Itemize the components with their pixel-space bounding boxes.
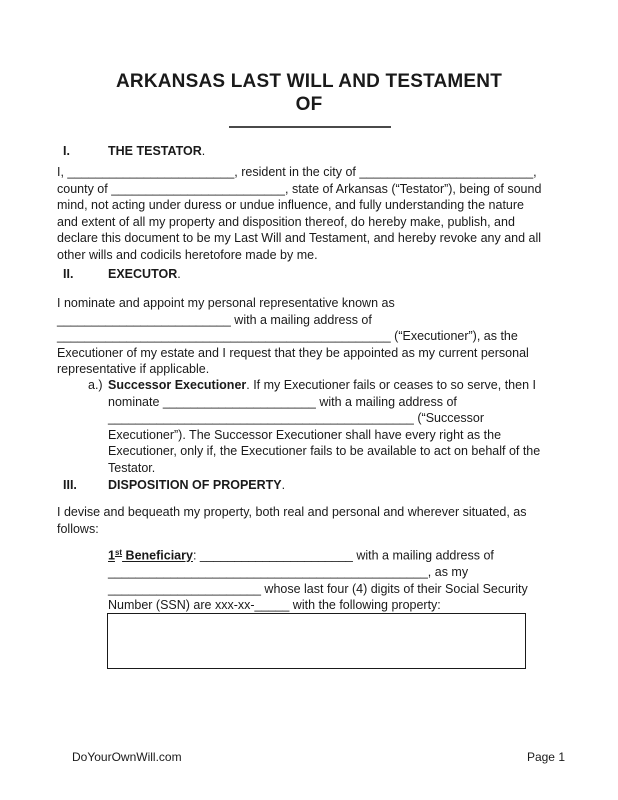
text-segment: THE TESTATOR	[108, 144, 202, 158]
text-segment: Testator.	[108, 460, 156, 475]
text-segment: Successor Executioner	[108, 378, 247, 392]
text-segment: county of	[57, 181, 112, 196]
footer-page-number: Page 1	[526, 750, 565, 764]
blank-field: _________________________	[57, 312, 231, 327]
text-segment: (“Executioner”), as the	[390, 329, 518, 344]
text-line	[57, 443, 573, 460]
section-heading-text	[108, 266, 181, 283]
blank-field: ______________________	[108, 581, 261, 596]
text-segment: Executioner”). The Successor Executioner shall have every right as the	[108, 427, 502, 442]
blank-field: ______________________________________________	[108, 565, 428, 580]
document-title-of: OF	[295, 94, 323, 115]
document-title: ARKANSAS LAST WILL AND TESTAMENT	[115, 71, 503, 92]
text-segment: .	[177, 267, 181, 281]
para-successor	[57, 377, 573, 477]
text-segment: I nominate and appoint my personal representative known as	[57, 296, 395, 310]
blank-field: ____________________________________________	[108, 411, 414, 426]
text-line	[57, 328, 573, 345]
text-line	[57, 545, 573, 564]
text-line	[57, 164, 573, 181]
text-segment: representative if applicable.	[57, 362, 210, 377]
section-heading-sec2-head	[57, 266, 573, 283]
text-line	[57, 247, 573, 264]
section-heading-sec1-head	[57, 143, 573, 160]
text-segment: I devise and bequeath my property, both real and personal and wherever situated, as	[57, 505, 527, 519]
text-segment: Executioner, only if, the Executioner fails to be available to act on behalf of the	[108, 444, 541, 459]
text-line	[57, 521, 573, 538]
text-line	[57, 564, 573, 581]
blank-field: ________________________	[67, 165, 235, 179]
text-segment: with a mailing address of	[230, 312, 372, 327]
text-segment: , resident in the city of	[234, 165, 360, 179]
section-heading-sec3-head	[57, 477, 573, 494]
testator-name-blank	[229, 126, 391, 128]
text-segment: Beneficiary	[122, 548, 193, 563]
text-segment: DISPOSITION OF PROPERTY	[108, 478, 282, 492]
text-segment: I,	[57, 165, 68, 179]
section-number: III.	[63, 478, 77, 492]
text-segment: (“Successor	[413, 411, 485, 426]
para-testator	[57, 164, 573, 264]
text-segment: whose last four (4) digits of their Social Security	[260, 581, 528, 596]
property-entry-box	[107, 613, 526, 669]
text-line	[57, 181, 573, 198]
footer-website-link[interactable]: DoYourOwnWill.com	[72, 750, 182, 764]
text-segment: EXECUTOR	[108, 267, 178, 281]
text-segment: mind, not acting under duress or undue influence, and fully understanding the nature	[57, 198, 524, 213]
text-segment: .	[281, 478, 286, 492]
text-segment: with a mailing address of	[315, 394, 457, 409]
text-line	[57, 427, 573, 444]
text-segment: , state of Arkansas (“Testator”), being of sound	[285, 181, 542, 196]
text-line	[57, 504, 573, 521]
blank-field: ______________________	[199, 548, 353, 563]
text-line	[57, 377, 573, 394]
text-line	[57, 410, 573, 427]
text-line	[57, 197, 573, 214]
text-line	[57, 295, 573, 312]
text-line	[57, 394, 573, 411]
blank-field: _____	[254, 598, 290, 613]
text-segment: with the following property:	[289, 598, 441, 613]
text-segment: .	[201, 144, 206, 158]
para-executor	[57, 295, 573, 378]
text-line	[57, 345, 573, 362]
text-segment: and extent of all my property and disposition thereof, do hereby make, publish, and	[57, 214, 515, 229]
section-number: II.	[63, 267, 74, 281]
text-segment: st	[114, 548, 123, 557]
text-segment: ,	[533, 165, 537, 179]
text-segment: 1	[108, 548, 115, 563]
text-segment: with a mailing address of	[352, 548, 494, 563]
text-segment: Number (SSN) are xxx-xx-	[108, 598, 255, 613]
text-segment: . If my Executioner fails or ceases to so serve, then I	[246, 378, 536, 392]
text-line	[57, 460, 573, 477]
text-line	[57, 214, 573, 231]
text-segment: declare this document to be my Last Will and Testament, and hereby revoke any and all	[57, 231, 542, 246]
text-line	[57, 312, 573, 329]
list-marker: a.)	[88, 378, 103, 392]
text-segment: other wills and codicils heretofore made by me.	[57, 247, 318, 262]
text-segment: nominate	[108, 394, 163, 409]
text-line	[57, 597, 573, 614]
blank-field: ________________________________________________	[57, 329, 391, 344]
text-line	[57, 361, 573, 378]
blank-field: _________________________	[359, 165, 534, 179]
text-segment: follows:	[57, 521, 99, 536]
text-segment: , as my	[427, 565, 469, 580]
text-segment: :	[192, 548, 200, 563]
section-number: I.	[63, 144, 70, 158]
blank-field: ______________________	[162, 394, 316, 409]
para-disposition	[57, 504, 573, 537]
text-line	[57, 230, 573, 247]
para-beneficiary	[57, 545, 573, 614]
text-line	[57, 581, 573, 598]
text-segment: Executioner of my estate and I request that they be appointed as my current personal	[57, 345, 529, 360]
blank-field: _________________________	[111, 181, 286, 196]
section-heading-text	[108, 143, 205, 160]
section-heading-text	[108, 477, 285, 494]
